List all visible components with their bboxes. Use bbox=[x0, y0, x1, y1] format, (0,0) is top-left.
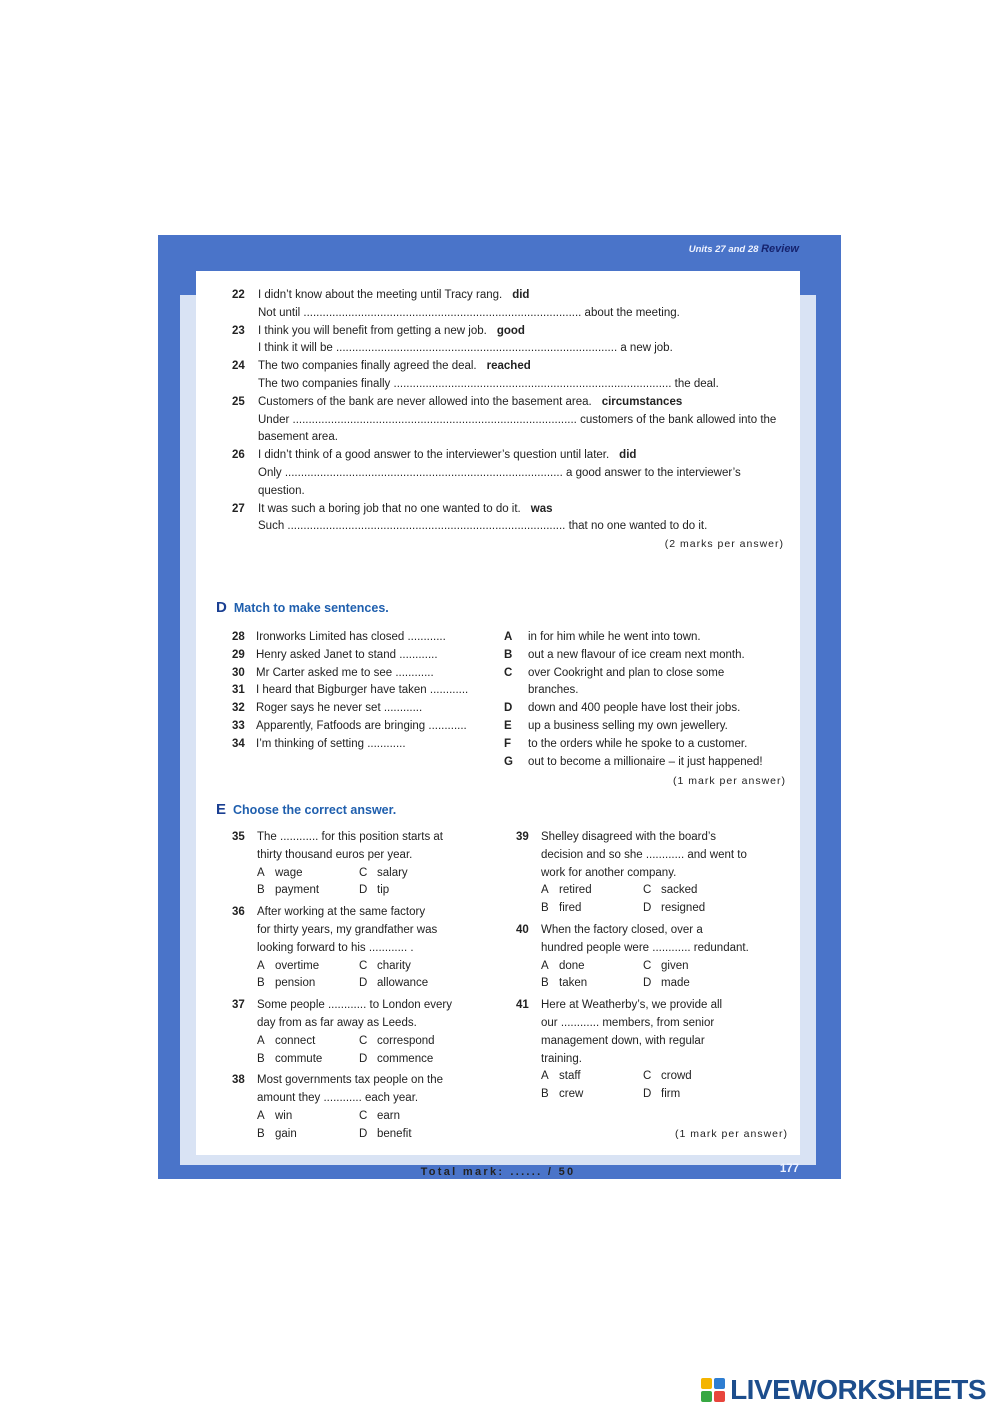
question-sentence bbox=[258, 394, 792, 412]
mc-question bbox=[516, 922, 786, 993]
match-item bbox=[232, 665, 482, 683]
mc-option-text: benefit bbox=[377, 1127, 412, 1140]
question-number: 27 bbox=[232, 502, 245, 515]
option-line: up a business selling my own jewellery. bbox=[528, 719, 728, 732]
mc-option-text: connect bbox=[275, 1034, 316, 1047]
mc-option-text: allowance bbox=[377, 977, 429, 990]
answer-line: question. bbox=[258, 484, 305, 497]
question-text: Customers of the bank are never allowed into the basement area. bbox=[258, 395, 592, 408]
option-letter: D bbox=[504, 702, 513, 715]
mc-option[interactable] bbox=[541, 882, 643, 900]
mc-number: 35 bbox=[232, 831, 245, 843]
option-line: out to become a millionaire – it just happened! bbox=[528, 755, 763, 768]
mc-body bbox=[257, 997, 482, 1068]
match-item bbox=[232, 700, 482, 718]
mc-option[interactable] bbox=[257, 1051, 359, 1069]
answer-line: Such ....................................................................................... that no one wanted to do it. bbox=[258, 520, 708, 533]
question-text: I didn’t think of a good answer to the interviewer’s question until later. bbox=[258, 449, 610, 462]
match-option bbox=[504, 647, 794, 665]
mc-line: Most governments tax people on the bbox=[257, 1074, 444, 1087]
mc-option[interactable] bbox=[359, 1033, 482, 1051]
mc-option-text: pension bbox=[275, 977, 316, 990]
option-text bbox=[528, 647, 794, 665]
mc-option[interactable] bbox=[643, 1068, 786, 1086]
question-sentence bbox=[258, 358, 792, 376]
match-option bbox=[504, 754, 794, 772]
mc-number: 36 bbox=[232, 906, 245, 919]
mc-body bbox=[257, 904, 482, 993]
match-text: Apparently, Fatfoods are bringing ............ bbox=[256, 719, 467, 732]
mc-option-text: payment bbox=[275, 884, 320, 897]
match-option bbox=[504, 736, 794, 754]
mc-line: management down, with regular bbox=[541, 1034, 705, 1047]
answer-line: basement area. bbox=[258, 431, 338, 444]
question-number: 23 bbox=[232, 324, 245, 337]
mc-option-text: earn bbox=[377, 1109, 401, 1122]
match-item bbox=[232, 647, 482, 665]
review-label: Review bbox=[761, 243, 799, 255]
mc-option-letter: D bbox=[359, 1127, 368, 1140]
question-item bbox=[232, 501, 792, 537]
mc-option-letter: A bbox=[257, 959, 265, 972]
mc-option-text: overtime bbox=[275, 959, 320, 972]
mc-line: thirty thousand euros per year. bbox=[257, 848, 413, 861]
mc-options bbox=[541, 882, 786, 918]
logo-tile bbox=[701, 1391, 712, 1402]
mc-body bbox=[541, 922, 786, 993]
option-line: over Cookright and plan to close some bbox=[528, 666, 725, 679]
mc-option-text: given bbox=[661, 959, 689, 972]
mc-option-text: sacked bbox=[661, 884, 698, 897]
mc-line: for thirty years, my grandfather was bbox=[257, 923, 438, 936]
question-number: 24 bbox=[232, 360, 245, 373]
question-text: The two companies finally agreed the deal. bbox=[258, 360, 477, 373]
question-item bbox=[232, 358, 792, 394]
match-right-column bbox=[504, 629, 794, 791]
mc-option[interactable] bbox=[257, 958, 359, 976]
option-line: out a new flavour of ice cream next month. bbox=[528, 648, 745, 661]
units-header bbox=[689, 243, 799, 255]
mc-option[interactable] bbox=[643, 882, 786, 900]
mc-option-letter: C bbox=[643, 884, 652, 897]
match-text: Ironworks Limited has closed ............ bbox=[256, 631, 446, 643]
mc-options bbox=[257, 958, 482, 994]
mc-option[interactable] bbox=[359, 975, 482, 993]
mc-body bbox=[257, 1072, 482, 1143]
mc-line: decision and so she ............ and went to bbox=[541, 848, 747, 861]
mc-question bbox=[516, 829, 786, 918]
mc-line: day from as far away as Leeds. bbox=[257, 1016, 417, 1029]
mc-option-text: firm bbox=[661, 1088, 681, 1101]
option-text bbox=[528, 665, 794, 701]
mc-options bbox=[257, 865, 482, 901]
mc-options bbox=[541, 958, 786, 994]
question-sentence bbox=[258, 287, 792, 305]
mc-option-text: salary bbox=[377, 866, 408, 879]
match-text: Henry asked Janet to stand ............ bbox=[256, 648, 438, 661]
total-label: Total mark: bbox=[420, 1166, 505, 1178]
mc-question bbox=[516, 997, 786, 1104]
section-e-marks: (1 mark per answer) bbox=[675, 1128, 788, 1140]
mc-number: 41 bbox=[516, 999, 529, 1012]
mc-option[interactable] bbox=[643, 900, 786, 918]
option-letter: G bbox=[504, 755, 513, 768]
section-c-marks: (2 marks per answer) bbox=[664, 538, 784, 551]
mc-option-text: charity bbox=[377, 959, 411, 972]
mc-option-letter: C bbox=[359, 866, 368, 879]
match-number: 31 bbox=[232, 684, 245, 697]
mc-option-text: crew bbox=[559, 1088, 584, 1101]
mc-option-letter: C bbox=[643, 1070, 652, 1083]
mc-line: Shelley disagreed with the board’s bbox=[541, 831, 716, 843]
brand-logo-icon bbox=[701, 1378, 725, 1402]
mc-option[interactable] bbox=[541, 975, 643, 993]
units-label: Units 27 and 28 bbox=[688, 244, 759, 255]
question-body bbox=[258, 501, 792, 537]
mc-option-letter: A bbox=[257, 1034, 265, 1047]
mc-option[interactable] bbox=[541, 900, 643, 918]
match-number: 34 bbox=[232, 737, 245, 750]
mc-option[interactable] bbox=[359, 1126, 482, 1144]
mc-options bbox=[257, 1033, 482, 1069]
mc-option-letter: D bbox=[643, 977, 652, 990]
option-text bbox=[528, 754, 794, 772]
match-number: 28 bbox=[232, 631, 245, 643]
match-text: Roger says he never set ............ bbox=[256, 702, 423, 715]
mc-line: amount they ............ each year. bbox=[257, 1092, 419, 1105]
mc-option[interactable] bbox=[643, 975, 786, 993]
option-letter: A bbox=[504, 631, 513, 643]
mc-option-letter: D bbox=[359, 884, 368, 897]
mc-option-text: fired bbox=[559, 902, 582, 915]
mc-option-letter: A bbox=[541, 1070, 549, 1083]
match-item bbox=[232, 629, 482, 647]
keyword: reached bbox=[486, 360, 531, 373]
mc-option-letter: B bbox=[257, 884, 265, 897]
match-item bbox=[232, 682, 482, 700]
question-number: 22 bbox=[232, 289, 245, 301]
mc-option-text: done bbox=[559, 959, 585, 972]
keyword: good bbox=[496, 324, 525, 337]
option-text bbox=[528, 700, 794, 718]
mc-option[interactable] bbox=[257, 1033, 359, 1051]
question-item bbox=[232, 447, 792, 500]
match-option bbox=[504, 700, 794, 718]
mc-option-letter: A bbox=[257, 866, 265, 879]
mc-option-letter: B bbox=[257, 1052, 265, 1065]
mc-option-letter: B bbox=[257, 1127, 265, 1140]
question-body bbox=[258, 447, 792, 500]
total-value: ...... / 50 bbox=[510, 1166, 576, 1178]
mc-option-letter: C bbox=[359, 1034, 368, 1047]
question-number: 25 bbox=[232, 395, 245, 408]
match-item bbox=[232, 718, 482, 736]
answer-line: The two companies finally ....................................................................................... the deal. bbox=[258, 377, 719, 390]
logo-tile bbox=[714, 1391, 725, 1402]
mc-option-text: wage bbox=[275, 866, 303, 879]
question-number: 26 bbox=[232, 449, 245, 462]
question-item bbox=[232, 394, 792, 447]
option-letter: F bbox=[504, 737, 512, 750]
mc-option-letter: B bbox=[541, 902, 549, 915]
mc-option[interactable] bbox=[359, 1051, 482, 1069]
answer-line: Under ......................................................................................... customers of the bank allowed into the bbox=[258, 413, 777, 426]
mc-option[interactable] bbox=[257, 1126, 359, 1144]
mc-option-text: correspond bbox=[377, 1034, 435, 1047]
mc-option[interactable] bbox=[643, 1086, 786, 1104]
question-text: I think you will benefit from getting a new job. bbox=[258, 324, 487, 337]
mc-option-text: win bbox=[275, 1109, 293, 1122]
mc-option-text: commence bbox=[377, 1052, 434, 1065]
mc-question bbox=[232, 997, 482, 1068]
mc-line: The ............ for this position starts at bbox=[257, 831, 443, 843]
option-text bbox=[528, 629, 794, 647]
mc-option-letter: C bbox=[643, 959, 652, 972]
match-option bbox=[504, 629, 794, 647]
mc-option-text: taken bbox=[559, 977, 588, 990]
option-text bbox=[528, 718, 794, 736]
mc-option-letter: C bbox=[359, 1109, 368, 1122]
page-frame bbox=[158, 235, 841, 1179]
mc-number: 38 bbox=[232, 1074, 245, 1087]
page-number: 177 bbox=[779, 1163, 799, 1175]
mc-option[interactable] bbox=[541, 1086, 643, 1104]
keyword: did bbox=[619, 449, 637, 462]
match-left-column bbox=[232, 629, 482, 754]
keyword: was bbox=[530, 502, 553, 515]
question-sentence bbox=[258, 501, 792, 519]
transformation-questions bbox=[232, 287, 792, 554]
mc-option[interactable] bbox=[257, 882, 359, 900]
mc-option[interactable] bbox=[359, 1108, 482, 1126]
section-d-marks: (1 mark per answer) bbox=[673, 775, 786, 788]
mc-option-letter: D bbox=[643, 902, 652, 915]
mc-line: our ............ members, from senior bbox=[541, 1016, 715, 1029]
match-number: 29 bbox=[232, 648, 245, 661]
match-option bbox=[504, 665, 794, 701]
liveworksheets-brand[interactable] bbox=[701, 1375, 986, 1405]
mc-option[interactable] bbox=[541, 958, 643, 976]
mc-option-letter: A bbox=[541, 959, 549, 972]
mc-line: Here at Weatherby’s, we provide all bbox=[541, 999, 723, 1012]
mc-line: work for another company. bbox=[541, 866, 677, 879]
mc-left-column bbox=[232, 829, 482, 1148]
mc-option[interactable] bbox=[541, 1068, 643, 1086]
brand-text: LIVEWORKSHEETS bbox=[730, 1374, 986, 1405]
match-item bbox=[232, 736, 482, 754]
mc-number: 39 bbox=[516, 831, 529, 843]
match-number: 32 bbox=[232, 702, 245, 715]
mc-option-text: retired bbox=[559, 884, 592, 897]
option-letter: B bbox=[504, 648, 513, 661]
question-item bbox=[232, 287, 792, 323]
question-item bbox=[232, 323, 792, 359]
mc-question bbox=[232, 829, 482, 900]
mc-option-text: commute bbox=[275, 1052, 323, 1065]
option-line: down and 400 people have lost their jobs. bbox=[528, 702, 741, 715]
match-number: 30 bbox=[232, 666, 245, 679]
keyword: did bbox=[512, 289, 530, 301]
option-line: to the orders while he spoke to a customer. bbox=[528, 737, 748, 750]
mc-body bbox=[257, 829, 482, 900]
mc-option-letter: C bbox=[359, 959, 368, 972]
answer-line: Not until ....................................................................................... about the meeting. bbox=[258, 306, 680, 319]
mc-option[interactable] bbox=[359, 958, 482, 976]
mc-question bbox=[232, 1072, 482, 1143]
mc-line: training. bbox=[541, 1052, 582, 1065]
mc-option-letter: A bbox=[541, 884, 549, 897]
mc-body bbox=[541, 829, 786, 918]
section-e-heading: E Choose the correct answer. bbox=[216, 801, 397, 818]
mc-option-letter: D bbox=[643, 1088, 652, 1101]
logo-tile bbox=[714, 1378, 725, 1389]
mc-right-column bbox=[516, 829, 786, 1108]
match-text: I heard that Bigburger have taken ............ bbox=[256, 684, 469, 697]
mc-number: 40 bbox=[516, 923, 529, 936]
mc-option[interactable] bbox=[257, 975, 359, 993]
match-text: Mr Carter asked me to see ............ bbox=[256, 666, 434, 679]
mc-body bbox=[541, 997, 786, 1104]
question-text: It was such a boring job that no one wanted to do it. bbox=[258, 502, 521, 515]
mc-line: looking forward to his ............ . bbox=[257, 941, 414, 954]
mc-option-text: made bbox=[661, 977, 690, 990]
mc-line: After working at the same factory bbox=[257, 906, 426, 919]
question-body bbox=[258, 323, 792, 359]
match-option bbox=[504, 718, 794, 736]
mc-option[interactable] bbox=[359, 882, 482, 900]
option-line: branches. bbox=[528, 684, 579, 697]
mc-option[interactable] bbox=[257, 1108, 359, 1126]
match-text: I’m thinking of setting ............ bbox=[256, 737, 406, 750]
mc-option-text: resigned bbox=[661, 902, 706, 915]
mc-line: When the factory closed, over a bbox=[541, 923, 703, 936]
match-number: 33 bbox=[232, 719, 245, 732]
mc-number: 37 bbox=[232, 999, 245, 1012]
mc-option-text: staff bbox=[559, 1070, 581, 1083]
mc-line: hundred people were ............ redundant. bbox=[541, 941, 749, 954]
option-letter: E bbox=[504, 719, 512, 732]
answer-line: Only ....................................................................................... a good answer to the interviewer’s bbox=[258, 466, 741, 479]
mc-options bbox=[257, 1108, 482, 1144]
section-d-heading: D Match to make sentences. bbox=[216, 599, 389, 616]
mc-option-letter: A bbox=[257, 1109, 265, 1122]
logo-tile bbox=[701, 1378, 712, 1389]
mc-option-letter: B bbox=[257, 977, 265, 990]
mc-option[interactable] bbox=[257, 865, 359, 883]
mc-option-letter: D bbox=[359, 1052, 368, 1065]
mc-option-text: crowd bbox=[661, 1070, 692, 1083]
option-line: in for him while he went into town. bbox=[528, 631, 701, 643]
question-sentence bbox=[258, 447, 792, 465]
mc-option-letter: B bbox=[541, 977, 549, 990]
question-body bbox=[258, 358, 792, 394]
mc-question bbox=[232, 904, 482, 993]
question-body bbox=[258, 394, 792, 447]
answer-line: I think it will be ........................................................................................ a new job. bbox=[258, 342, 673, 355]
mc-option-text: gain bbox=[275, 1127, 297, 1140]
mc-line: Some people ............ to London every bbox=[257, 999, 452, 1012]
total-mark bbox=[196, 1164, 800, 1182]
mc-option-letter: D bbox=[359, 977, 368, 990]
mc-option[interactable] bbox=[359, 865, 482, 883]
mc-options bbox=[541, 1068, 786, 1104]
keyword: circumstances bbox=[601, 395, 683, 408]
option-text bbox=[528, 736, 794, 754]
mc-option-letter: B bbox=[541, 1088, 549, 1101]
question-body bbox=[258, 287, 792, 323]
mc-option-text: tip bbox=[377, 884, 390, 897]
question-sentence bbox=[258, 323, 792, 341]
option-letter: C bbox=[504, 666, 513, 679]
question-text: I didn’t know about the meeting until Tracy rang. bbox=[258, 289, 503, 301]
mc-option[interactable] bbox=[643, 958, 786, 976]
